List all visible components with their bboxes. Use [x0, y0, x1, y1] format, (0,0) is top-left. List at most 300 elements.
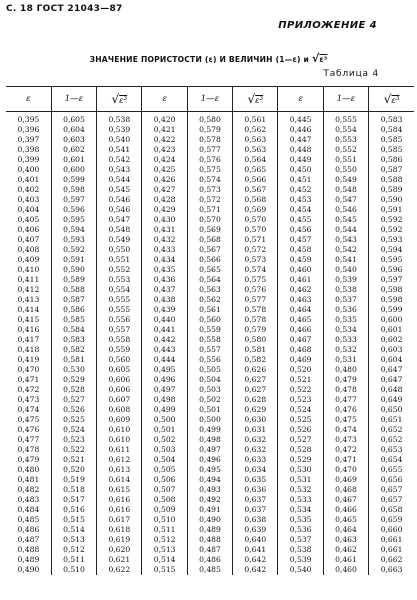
table-cell: 0,396 [17, 125, 40, 134]
table-cell: 0,490 [17, 565, 40, 574]
table-cell: 0,536 [278, 525, 323, 535]
table-cell: 0,651 [369, 415, 414, 425]
table-cell: 0,600 [51, 165, 96, 175]
table-cell: 0,488 [17, 545, 40, 554]
table-cell: 0,549 [97, 235, 142, 245]
table-cell: 0,497 [142, 385, 187, 395]
table-cell: 0,555 [97, 305, 142, 315]
table-cell: 0,506 [142, 475, 187, 485]
table-cell: 0,557 [187, 345, 232, 355]
table-cell: 0,592 [369, 225, 414, 235]
table-cell: 0,470 [17, 365, 40, 374]
table-cell: 0,594 [51, 225, 96, 235]
table-cell: 0,505 [187, 365, 232, 375]
table-cell: 0,564 [233, 155, 278, 165]
table-cell: 0,475 [323, 415, 368, 425]
table-row [6, 112, 414, 126]
table-cell: 0,552 [323, 145, 368, 155]
table-cell: 0,627 [233, 375, 278, 385]
table-cell: 0,510 [142, 515, 187, 525]
table-cell: 0,523 [278, 395, 323, 405]
table-cell: 0,494 [187, 475, 232, 485]
table-cell: 0,424 [142, 155, 187, 165]
table-cell: 0,524 [278, 405, 323, 415]
table-cell: 0,661 [369, 535, 414, 545]
table-cell: 0,531 [323, 355, 368, 365]
table-cell: 0,586 [369, 155, 414, 165]
table-cell: 0,472 [17, 385, 40, 394]
table-cell: 0,401 [17, 175, 40, 184]
table-header-row [6, 87, 414, 112]
table-cell: 0,527 [278, 435, 323, 445]
table-cell: 0,543 [97, 165, 142, 175]
table-cell: 0,537 [323, 295, 368, 305]
table-cell: 0,465 [278, 315, 323, 325]
table-cell: 0,547 [97, 215, 142, 225]
table-cell: 0,468 [323, 485, 368, 495]
table-cell: 0,596 [369, 265, 414, 275]
table-cell: 0,543 [323, 235, 368, 245]
table-cell: 0,570 [233, 215, 278, 225]
table-row [6, 515, 414, 525]
table-cell: 0,631 [233, 425, 278, 435]
table-cell: 0,559 [97, 345, 142, 355]
radicand: ε³ [255, 96, 264, 106]
table-cell: 0,529 [51, 375, 96, 385]
table-cell: 0,618 [97, 525, 142, 535]
table-cell: 0,598 [369, 295, 414, 305]
table-cell: 0,565 [187, 265, 232, 275]
table-cell: 0,648 [369, 385, 414, 395]
table-cell: 0,552 [97, 265, 142, 275]
table-cell: 0,467 [323, 495, 368, 505]
table-cell: 0,637 [233, 495, 278, 505]
table-cell: 0,408 [17, 245, 40, 254]
table-cell: 0,562 [187, 295, 232, 305]
table-cell: 0,508 [142, 495, 187, 505]
table-cell: 0,584 [51, 325, 96, 335]
table-cell: 0,490 [187, 515, 232, 525]
table-cell: 0,522 [278, 385, 323, 395]
table-cell: 0,534 [278, 505, 323, 515]
table-cell: 0,422 [142, 135, 187, 145]
table-cell: 0,575 [187, 165, 232, 175]
table-cell: 0,487 [17, 535, 40, 544]
table-cell: 0,652 [369, 425, 414, 435]
table-cell: 0,538 [97, 112, 142, 126]
table-cell: 0,541 [97, 145, 142, 155]
table-cell: 0,463 [323, 535, 368, 545]
table-cell: 0,580 [187, 112, 232, 126]
table-cell: 0,640 [233, 535, 278, 545]
radical-sign: √ [311, 52, 320, 65]
table-cell: 0,614 [97, 475, 142, 485]
table-cell: 0,567 [187, 245, 232, 255]
table-row [6, 355, 414, 365]
table-cell: 0,585 [369, 145, 414, 155]
table-cell: 0,525 [278, 415, 323, 425]
table-cell: 0,402 [17, 185, 40, 194]
table-cell: 0,481 [17, 475, 40, 484]
table-cell: 0,478 [17, 445, 40, 454]
table-cell: 0,418 [17, 345, 40, 354]
table-cell: 0,598 [369, 285, 414, 295]
column-header: ε [6, 87, 51, 112]
column-header: 1—ε [51, 87, 96, 112]
table-cell: 0,636 [233, 485, 278, 495]
table-cell: 0,583 [369, 112, 414, 126]
table-row [6, 185, 414, 195]
table-cell: 0,550 [323, 165, 368, 175]
table-number: Таблица 4 [323, 69, 379, 79]
table-cell: 0,642 [233, 565, 278, 575]
table-row [6, 465, 414, 475]
table-cell: 0,590 [51, 265, 96, 275]
table-cell: 0,558 [97, 335, 142, 345]
table-cell: 0,635 [233, 475, 278, 485]
table-cell: 0,540 [97, 135, 142, 145]
title-text: ЗНАЧЕНИЕ ПОРИСТОСТИ (ε) И ВЕЛИЧИН (1—ε) и [89, 55, 309, 64]
table-cell: 0,471 [323, 455, 368, 465]
table-cell: 0,492 [187, 495, 232, 505]
table-row [6, 345, 414, 355]
table-title [0, 52, 417, 65]
table-cell: 0,572 [187, 195, 232, 205]
table-cell: 0,466 [278, 325, 323, 335]
table-cell: 0,516 [51, 505, 96, 515]
table-cell: 0,607 [97, 395, 142, 405]
table-cell: 0,569 [233, 205, 278, 215]
table-cell: 0,656 [369, 475, 414, 485]
table-row [6, 405, 414, 415]
table-cell: 0,477 [323, 395, 368, 405]
table-cell: 0,589 [51, 275, 96, 285]
table-cell: 0,431 [142, 225, 187, 235]
table-cell: 0,538 [278, 545, 323, 555]
table-cell: 0,469 [278, 355, 323, 365]
table-cell: 0,612 [97, 455, 142, 465]
table-cell: 0,521 [278, 375, 323, 385]
table-cell: 0,406 [17, 225, 40, 234]
table-cell: 0,589 [369, 185, 414, 195]
table-cell: 0,649 [369, 395, 414, 405]
table-cell: 0,537 [278, 535, 323, 545]
table-cell: 0,576 [187, 155, 232, 165]
table-cell: 0,587 [369, 165, 414, 175]
table-cell: 0,483 [17, 495, 40, 504]
table-cell: 0,514 [51, 525, 96, 535]
table-cell: 0,474 [323, 425, 368, 435]
table-cell: 0,586 [51, 305, 96, 315]
title-radicand: ε³ [319, 55, 328, 64]
table-cell: 0,415 [17, 315, 40, 324]
table-row [6, 265, 414, 275]
table-cell: 0,531 [278, 475, 323, 485]
table-cell: 0,412 [17, 285, 40, 294]
table-cell: 0,570 [233, 225, 278, 235]
table-cell: 0,554 [97, 285, 142, 295]
table-cell: 0,573 [233, 255, 278, 265]
table-cell: 0,479 [323, 375, 368, 385]
table-cell: 0,594 [369, 245, 414, 255]
table-cell: 0,499 [142, 405, 187, 415]
table-cell: 0,511 [142, 525, 187, 535]
table-cell: 0,579 [187, 125, 232, 135]
table-cell: 0,513 [142, 545, 187, 555]
table-cell: 0,414 [17, 305, 40, 314]
table-cell: 0,657 [369, 495, 414, 505]
table-cell: 0,526 [51, 405, 96, 415]
table-cell: 0,655 [369, 465, 414, 475]
table-cell: 0,581 [51, 355, 96, 365]
table-cell: 0,545 [97, 185, 142, 195]
table-cell: 0,605 [97, 365, 142, 375]
table-row [6, 385, 414, 395]
table-cell: 0,503 [187, 385, 232, 395]
column-header: ε [142, 87, 187, 112]
table-cell: 0,509 [142, 505, 187, 515]
table-cell: 0,617 [97, 515, 142, 525]
table-cell: 0,566 [233, 175, 278, 185]
table-cell: 0,561 [187, 305, 232, 315]
table-cell: 0,602 [369, 335, 414, 345]
table-row [6, 155, 414, 165]
table-cell: 0,555 [323, 112, 368, 126]
table-cell: 0,419 [17, 355, 40, 364]
table-cell: 0,484 [17, 505, 40, 514]
table-cell: 0,423 [142, 145, 187, 155]
table-cell: 0,570 [187, 215, 232, 225]
table-cell: 0,587 [51, 295, 96, 305]
table-cell: 0,466 [323, 505, 368, 515]
table-cell: 0,620 [97, 545, 142, 555]
table-cell: 0,446 [278, 125, 323, 135]
table-cell: 0,485 [17, 515, 40, 524]
table-row [6, 415, 414, 425]
table-cell: 0,520 [51, 465, 96, 475]
table-cell: 0,515 [142, 565, 187, 575]
page-header: С. 18 ГОСТ 21043—87 [6, 4, 123, 14]
table-cell: 0,445 [278, 112, 323, 126]
table-row [6, 285, 414, 295]
table-cell: 0,533 [278, 495, 323, 505]
table-row [6, 205, 414, 215]
table-cell: 0,495 [187, 465, 232, 475]
table-cell: 0,476 [323, 405, 368, 415]
table-cell: 0,438 [142, 295, 187, 305]
column-header [369, 87, 414, 112]
table-cell: 0,538 [323, 285, 368, 295]
table-row [6, 235, 414, 245]
table-cell: 0,564 [187, 275, 232, 285]
table-cell: 0,661 [369, 545, 414, 555]
table-cell: 0,403 [17, 195, 40, 204]
table-cell: 0,544 [323, 225, 368, 235]
table-cell: 0,611 [97, 445, 142, 455]
table-cell: 0,600 [369, 315, 414, 325]
table-cell: 0,501 [187, 405, 232, 415]
table-cell: 0,517 [51, 495, 96, 505]
table-cell: 0,480 [323, 365, 368, 375]
table-cell: 0,500 [187, 415, 232, 425]
table-cell: 0,578 [233, 305, 278, 315]
table-row [6, 325, 414, 335]
table-cell: 0,496 [142, 375, 187, 385]
table-cell: 0,451 [278, 175, 323, 185]
table-cell: 0,482 [17, 485, 40, 494]
table-cell: 0,398 [17, 145, 40, 154]
table-cell: 0,456 [278, 225, 323, 235]
table-cell: 0,609 [97, 415, 142, 425]
table-cell: 0,652 [369, 435, 414, 445]
table-cell: 0,514 [142, 555, 187, 565]
table-cell: 0,627 [233, 385, 278, 395]
table-cell: 0,476 [17, 425, 40, 434]
table-cell: 0,555 [97, 295, 142, 305]
table-cell: 0,507 [142, 485, 187, 495]
table-cell: 0,469 [323, 475, 368, 485]
table-row [6, 535, 414, 545]
table-cell: 0,548 [97, 225, 142, 235]
appendix-label: ПРИЛОЖЕНИЕ 4 [278, 20, 377, 31]
table-row [6, 135, 414, 145]
table-cell: 0,572 [233, 245, 278, 255]
table-cell: 0,539 [278, 555, 323, 565]
table-cell: 0,546 [97, 195, 142, 205]
table-cell: 0,632 [233, 445, 278, 455]
table-cell: 0,647 [369, 365, 414, 375]
table-cell: 0,462 [278, 285, 323, 295]
column-header: 1—ε [323, 87, 368, 112]
table-cell: 0,562 [233, 125, 278, 135]
table-cell: 0,568 [187, 235, 232, 245]
table-cell: 0,573 [187, 185, 232, 195]
table-cell: 0,512 [142, 535, 187, 545]
table-cell: 0,409 [17, 255, 40, 264]
table-cell: 0,500 [142, 415, 187, 425]
table-cell: 0,510 [51, 565, 96, 575]
table-cell: 0,551 [97, 255, 142, 265]
table-cell: 0,576 [233, 285, 278, 295]
table-row [6, 485, 414, 495]
table-row [6, 445, 414, 455]
table-body [6, 112, 414, 576]
table-cell: 0,450 [278, 165, 323, 175]
table-cell: 0,521 [51, 455, 96, 465]
table-cell: 0,461 [323, 555, 368, 565]
table-cell: 0,595 [51, 215, 96, 225]
table-cell: 0,420 [142, 112, 187, 126]
table-cell: 0,487 [187, 545, 232, 555]
table-cell: 0,632 [233, 435, 278, 445]
table-cell: 0,497 [187, 445, 232, 455]
table-cell: 0,478 [323, 385, 368, 395]
table-cell: 0,526 [278, 425, 323, 435]
table-cell: 0,512 [51, 545, 96, 555]
table-cell: 0,440 [142, 315, 187, 325]
table-cell: 0,558 [187, 335, 232, 345]
table-cell: 0,610 [97, 425, 142, 435]
table-row [6, 125, 414, 135]
table-cell: 0,453 [278, 195, 323, 205]
table-row [6, 225, 414, 235]
table-cell: 0,642 [233, 555, 278, 565]
table-cell: 0,416 [17, 325, 40, 334]
table-cell: 0,563 [187, 285, 232, 295]
table-cell: 0,460 [323, 565, 368, 575]
table-cell: 0,464 [278, 305, 323, 315]
table-cell: 0,608 [97, 405, 142, 415]
table-cell: 0,470 [323, 465, 368, 475]
table-cell: 0,606 [97, 385, 142, 395]
table-cell: 0,591 [51, 255, 96, 265]
table-cell: 0,489 [17, 555, 40, 564]
table-cell: 0,525 [51, 415, 96, 425]
table-cell: 0,545 [323, 215, 368, 225]
table-cell: 0,590 [369, 195, 414, 205]
table-cell: 0,496 [187, 455, 232, 465]
table-cell: 0,628 [233, 395, 278, 405]
column-header: ε [278, 87, 323, 112]
table-cell: 0,447 [278, 135, 323, 145]
table-cell: 0,530 [278, 465, 323, 475]
table-cell: 0,533 [323, 335, 368, 345]
table-cell: 0,520 [278, 365, 323, 375]
table-cell: 0,458 [278, 245, 323, 255]
table-cell: 0,603 [369, 345, 414, 355]
table-cell: 0,568 [233, 195, 278, 205]
table-cell: 0,604 [51, 125, 96, 135]
table-cell: 0,433 [142, 245, 187, 255]
table-row [6, 145, 414, 155]
table-cell: 0,460 [278, 265, 323, 275]
table-cell: 0,579 [233, 325, 278, 335]
table-cell: 0,598 [51, 185, 96, 195]
table-row [6, 545, 414, 555]
table-cell: 0,599 [51, 175, 96, 185]
table-row [6, 305, 414, 315]
table-cell: 0,549 [323, 175, 368, 185]
table-cell: 0,629 [233, 405, 278, 415]
table-row [6, 195, 414, 205]
table-cell: 0,658 [369, 505, 414, 515]
table-cell: 0,659 [369, 515, 414, 525]
table-cell: 0,581 [233, 345, 278, 355]
table-cell: 0,474 [17, 405, 40, 414]
table-cell: 0,574 [233, 265, 278, 275]
table-cell: 0,588 [51, 285, 96, 295]
table-cell: 0,459 [278, 255, 323, 265]
table-row [6, 375, 414, 385]
table-row [6, 295, 414, 305]
table-cell: 0,556 [187, 355, 232, 365]
table-cell: 0,565 [233, 165, 278, 175]
table-cell: 0,448 [278, 145, 323, 155]
table-cell: 0,413 [17, 295, 40, 304]
table-cell: 0,455 [278, 215, 323, 225]
table-cell: 0,541 [323, 255, 368, 265]
table-cell: 0,548 [323, 185, 368, 195]
column-header [233, 87, 278, 112]
table-row [6, 505, 414, 515]
table-cell: 0,601 [369, 325, 414, 335]
table-cell: 0,550 [97, 245, 142, 255]
table-cell: 0,532 [278, 485, 323, 495]
table-cell: 0,468 [278, 345, 323, 355]
table-cell: 0,641 [233, 545, 278, 555]
table-cell: 0,472 [323, 445, 368, 455]
table-cell: 0,498 [187, 435, 232, 445]
